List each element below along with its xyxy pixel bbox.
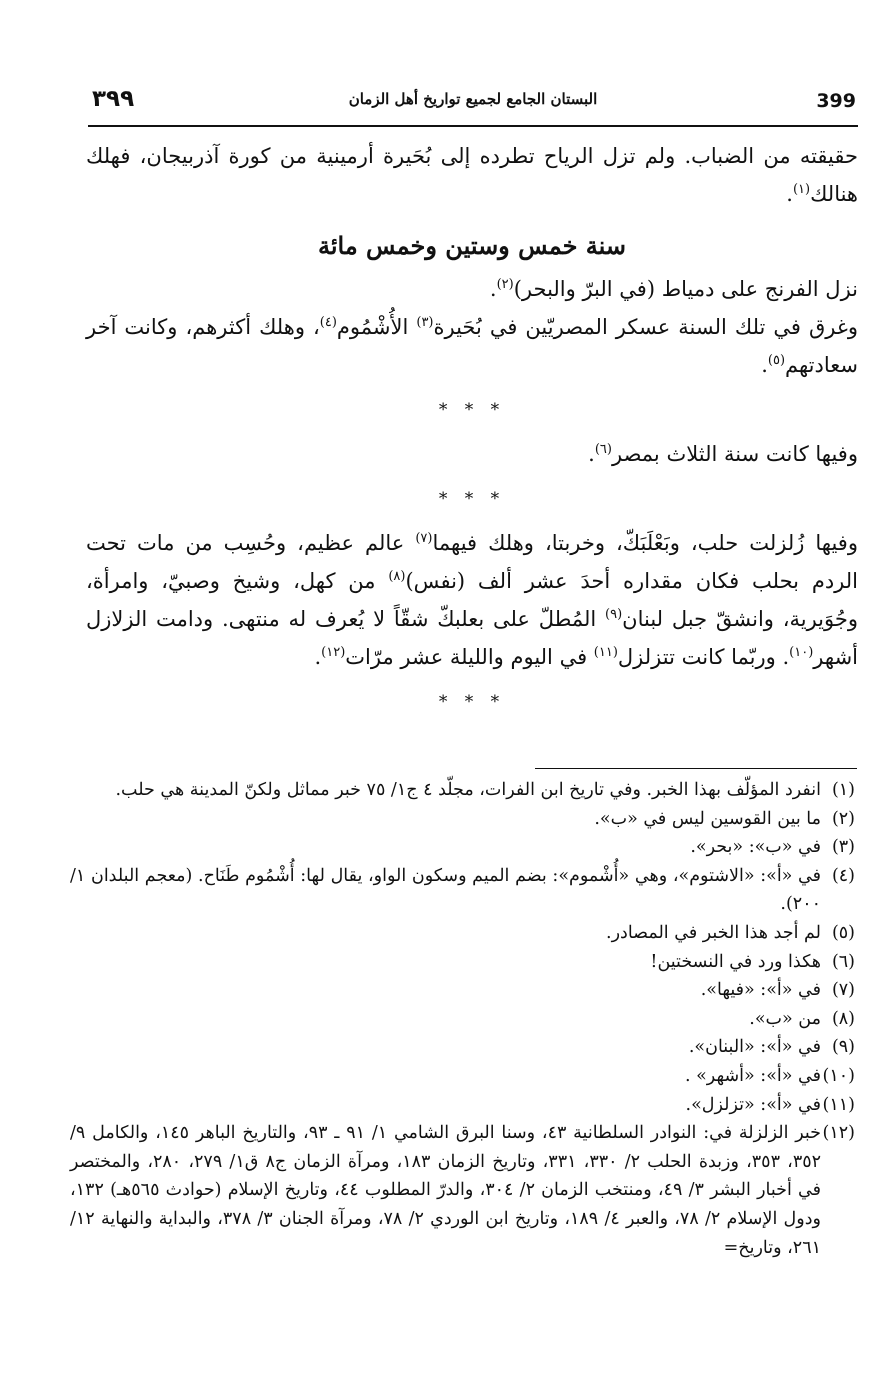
- footnote: [70, 833, 855, 862]
- footnote-number: (٢): [831, 808, 855, 829]
- footnote: [70, 1091, 855, 1120]
- running-header: [88, 86, 858, 122]
- footnote-number: (٦): [831, 951, 855, 972]
- footnote-ref[interactable]: (٧): [415, 531, 433, 546]
- footnote: [70, 1033, 855, 1062]
- running-title: البستان الجامع لجميع تواريخ أهل الزمان: [348, 90, 598, 108]
- main-text: [86, 140, 858, 725]
- footnote-text: في «أ»: «الاشتوم»، وهي «أُشْموم»: بضم الميم وسكون الواو، يقال لها: أُشْمُوم طَنَاح. (معجم البلدان ١/ ٢٠٠).: [70, 865, 821, 915]
- paragraph-3: [86, 306, 858, 382]
- section-heading: سنة خمس وستين وخمس مائة: [317, 231, 626, 260]
- footnote-rule: [535, 768, 857, 769]
- footnotes: [70, 776, 855, 1262]
- paragraph-text: المُطلّ على بعلبكّ شقّاً لا يُعرف له منتهى. ودامت الزلازل أشهر: [86, 607, 858, 669]
- punct: .: [314, 645, 322, 669]
- page-number-latin: 399: [816, 90, 856, 112]
- section-separator: * * *: [438, 489, 506, 509]
- footnote-number: (٥): [831, 922, 855, 943]
- footnote-ref[interactable]: (٦): [594, 442, 612, 457]
- footnote-number: (٣): [831, 837, 855, 858]
- footnote-text: انفرد المؤلّف بهذا الخبر. وفي تاريخ ابن الفرات، مجلّد ٤ ج١/ ٧٥ خبر مماثل ولكنّ المدينة هي حلب.: [115, 780, 821, 800]
- paragraph-2: [86, 268, 858, 306]
- footnote-ref[interactable]: (١٢): [321, 645, 346, 660]
- footnote-text: في «أ»: «البنان».: [688, 1037, 821, 1058]
- paragraph-text: من كهل، وشيخ وصبيّ، وامرأة، وجُوَيرية، وانشقّ جبل لبنان: [86, 569, 858, 631]
- section-separator: * * *: [438, 692, 506, 712]
- header-rule: [88, 125, 858, 127]
- footnote-number: (٧): [831, 980, 855, 1001]
- paragraph-4: [86, 433, 858, 471]
- paragraph-text: وفيها كانت سنة الثلاث بمصر: [611, 442, 858, 466]
- footnote: [70, 1005, 855, 1034]
- footnote-number: (١٢): [822, 1123, 855, 1144]
- footnote-ref[interactable]: (٢): [496, 277, 514, 292]
- footnote: [70, 776, 855, 805]
- footnote-ref[interactable]: (٣): [416, 315, 434, 330]
- footnote-ref[interactable]: (٨): [388, 569, 406, 584]
- footnote-ref[interactable]: (١١): [593, 645, 618, 660]
- footnote-number: (٤): [831, 865, 855, 886]
- footnote-number: (١٠): [822, 1065, 855, 1086]
- section-separator: * * *: [438, 400, 506, 420]
- punct: .: [786, 182, 793, 206]
- punct: .: [761, 353, 768, 377]
- footnote-text: في «أ»: «فيها».: [700, 980, 821, 1001]
- paragraph-text: . وربّما كانت تتزلزل: [617, 645, 790, 669]
- page-number-arabic: ٣٩٩: [92, 86, 135, 112]
- paragraph-text: وفيها زُلزلت حلب، وبَعْلَبَكّ، وخربتا، وهلك فيهما: [432, 531, 858, 555]
- punct: .: [489, 277, 497, 301]
- footnote-number: (٨): [831, 1008, 855, 1029]
- footnote-text: لم أجد هذا الخبر في المصادر.: [606, 922, 821, 943]
- footnote-ref[interactable]: (١): [792, 182, 811, 197]
- footnote-text: من «ب».: [749, 1008, 821, 1029]
- paragraph-text: حقيقته من الضباب. ولم تزل الرياح تطرده إلى بُحَيرة أرمينية من كورة آذربيجان، فهلك هنالك: [86, 144, 858, 206]
- footnote-ref[interactable]: (٤): [319, 315, 337, 330]
- footnote-number: (١): [831, 780, 855, 800]
- footnote: [70, 919, 855, 948]
- footnote-ref[interactable]: (٥): [767, 353, 786, 368]
- paragraph-text: الأُشْمُوم: [336, 315, 417, 339]
- footnote-ref[interactable]: (١٠): [789, 645, 814, 660]
- paragraph-text: وغرق في تلك السنة عسكر المصريّين في بُحَيرة: [433, 315, 858, 339]
- paragraph-text: نزل الفرنج على دمياط (في البرّ والبحر): [513, 277, 858, 301]
- paragraph-text: في اليوم والليلة عشر مرّات: [345, 645, 594, 669]
- paragraph-text: ، وهلك أكثرهم، وكانت آخر سعادتهم: [86, 315, 858, 377]
- footnote: [70, 948, 855, 977]
- footnote-number: (٩): [831, 1037, 855, 1058]
- footnote-text: في «أ»: «أشهر» .: [684, 1065, 821, 1086]
- paragraph-1: [86, 140, 858, 211]
- footnote-text: خبر الزلزلة في: النوادر السلطانية ٤٣، وسنا البرق الشامي ١/ ٩١ ـ ٩٣، والتاريخ الباهر ١٤٥، والكامل ٩/ ٣٥٢، ٣٥٣، وزبدة الحلب ٢/ ٣٣٠، ٣٣١، وتاريخ الزمان ١٨٣، ومرآة الزمان ج٨ ق١/ ٢٧٩، ٢٨٠، والمختصر في أخبار البشر ٣/ ٤٩، ومنتخب الزمان ٢/ ٣٠٤، والدرّ المطلوب ٤٤، وتاريخ الإسلام (حوادث ٥٦٥هـ) ١٣٢، ودول الإسلام ٢/ ٧٨، والعبر ٤/ ١٨٩، وتاريخ ابن الوردي ٢/ ٧٨، ومرآة الجنان ٣/ ٣٧٨، والبداية والنهاية ١٢/ ٢٦١، وتاريخ=: [70, 1123, 822, 1258]
- footnote: [70, 1119, 855, 1262]
- footnote-text: هكذا ورد في النسختين!: [650, 951, 821, 972]
- paragraph-5: [86, 522, 858, 674]
- paragraph-text: عالم عظيم، وحُسِب من مات تحت الردم بحلب فكان مقداره أحدَ عشر ألف (نفس): [86, 531, 858, 593]
- footnote: [70, 862, 855, 919]
- footnote-text: في «أ»: «تزلزل».: [685, 1094, 821, 1115]
- punct: .: [588, 442, 595, 466]
- footnote-text: ما بين القوسين ليس في «ب».: [594, 808, 821, 829]
- footnote-number: (١١): [822, 1094, 855, 1115]
- footnote: [70, 976, 855, 1005]
- footnote: [70, 1062, 855, 1091]
- footnote: [70, 805, 855, 834]
- footnote-text: في «ب»: «بحر».: [690, 837, 821, 858]
- footnote-ref[interactable]: (٩): [605, 607, 623, 622]
